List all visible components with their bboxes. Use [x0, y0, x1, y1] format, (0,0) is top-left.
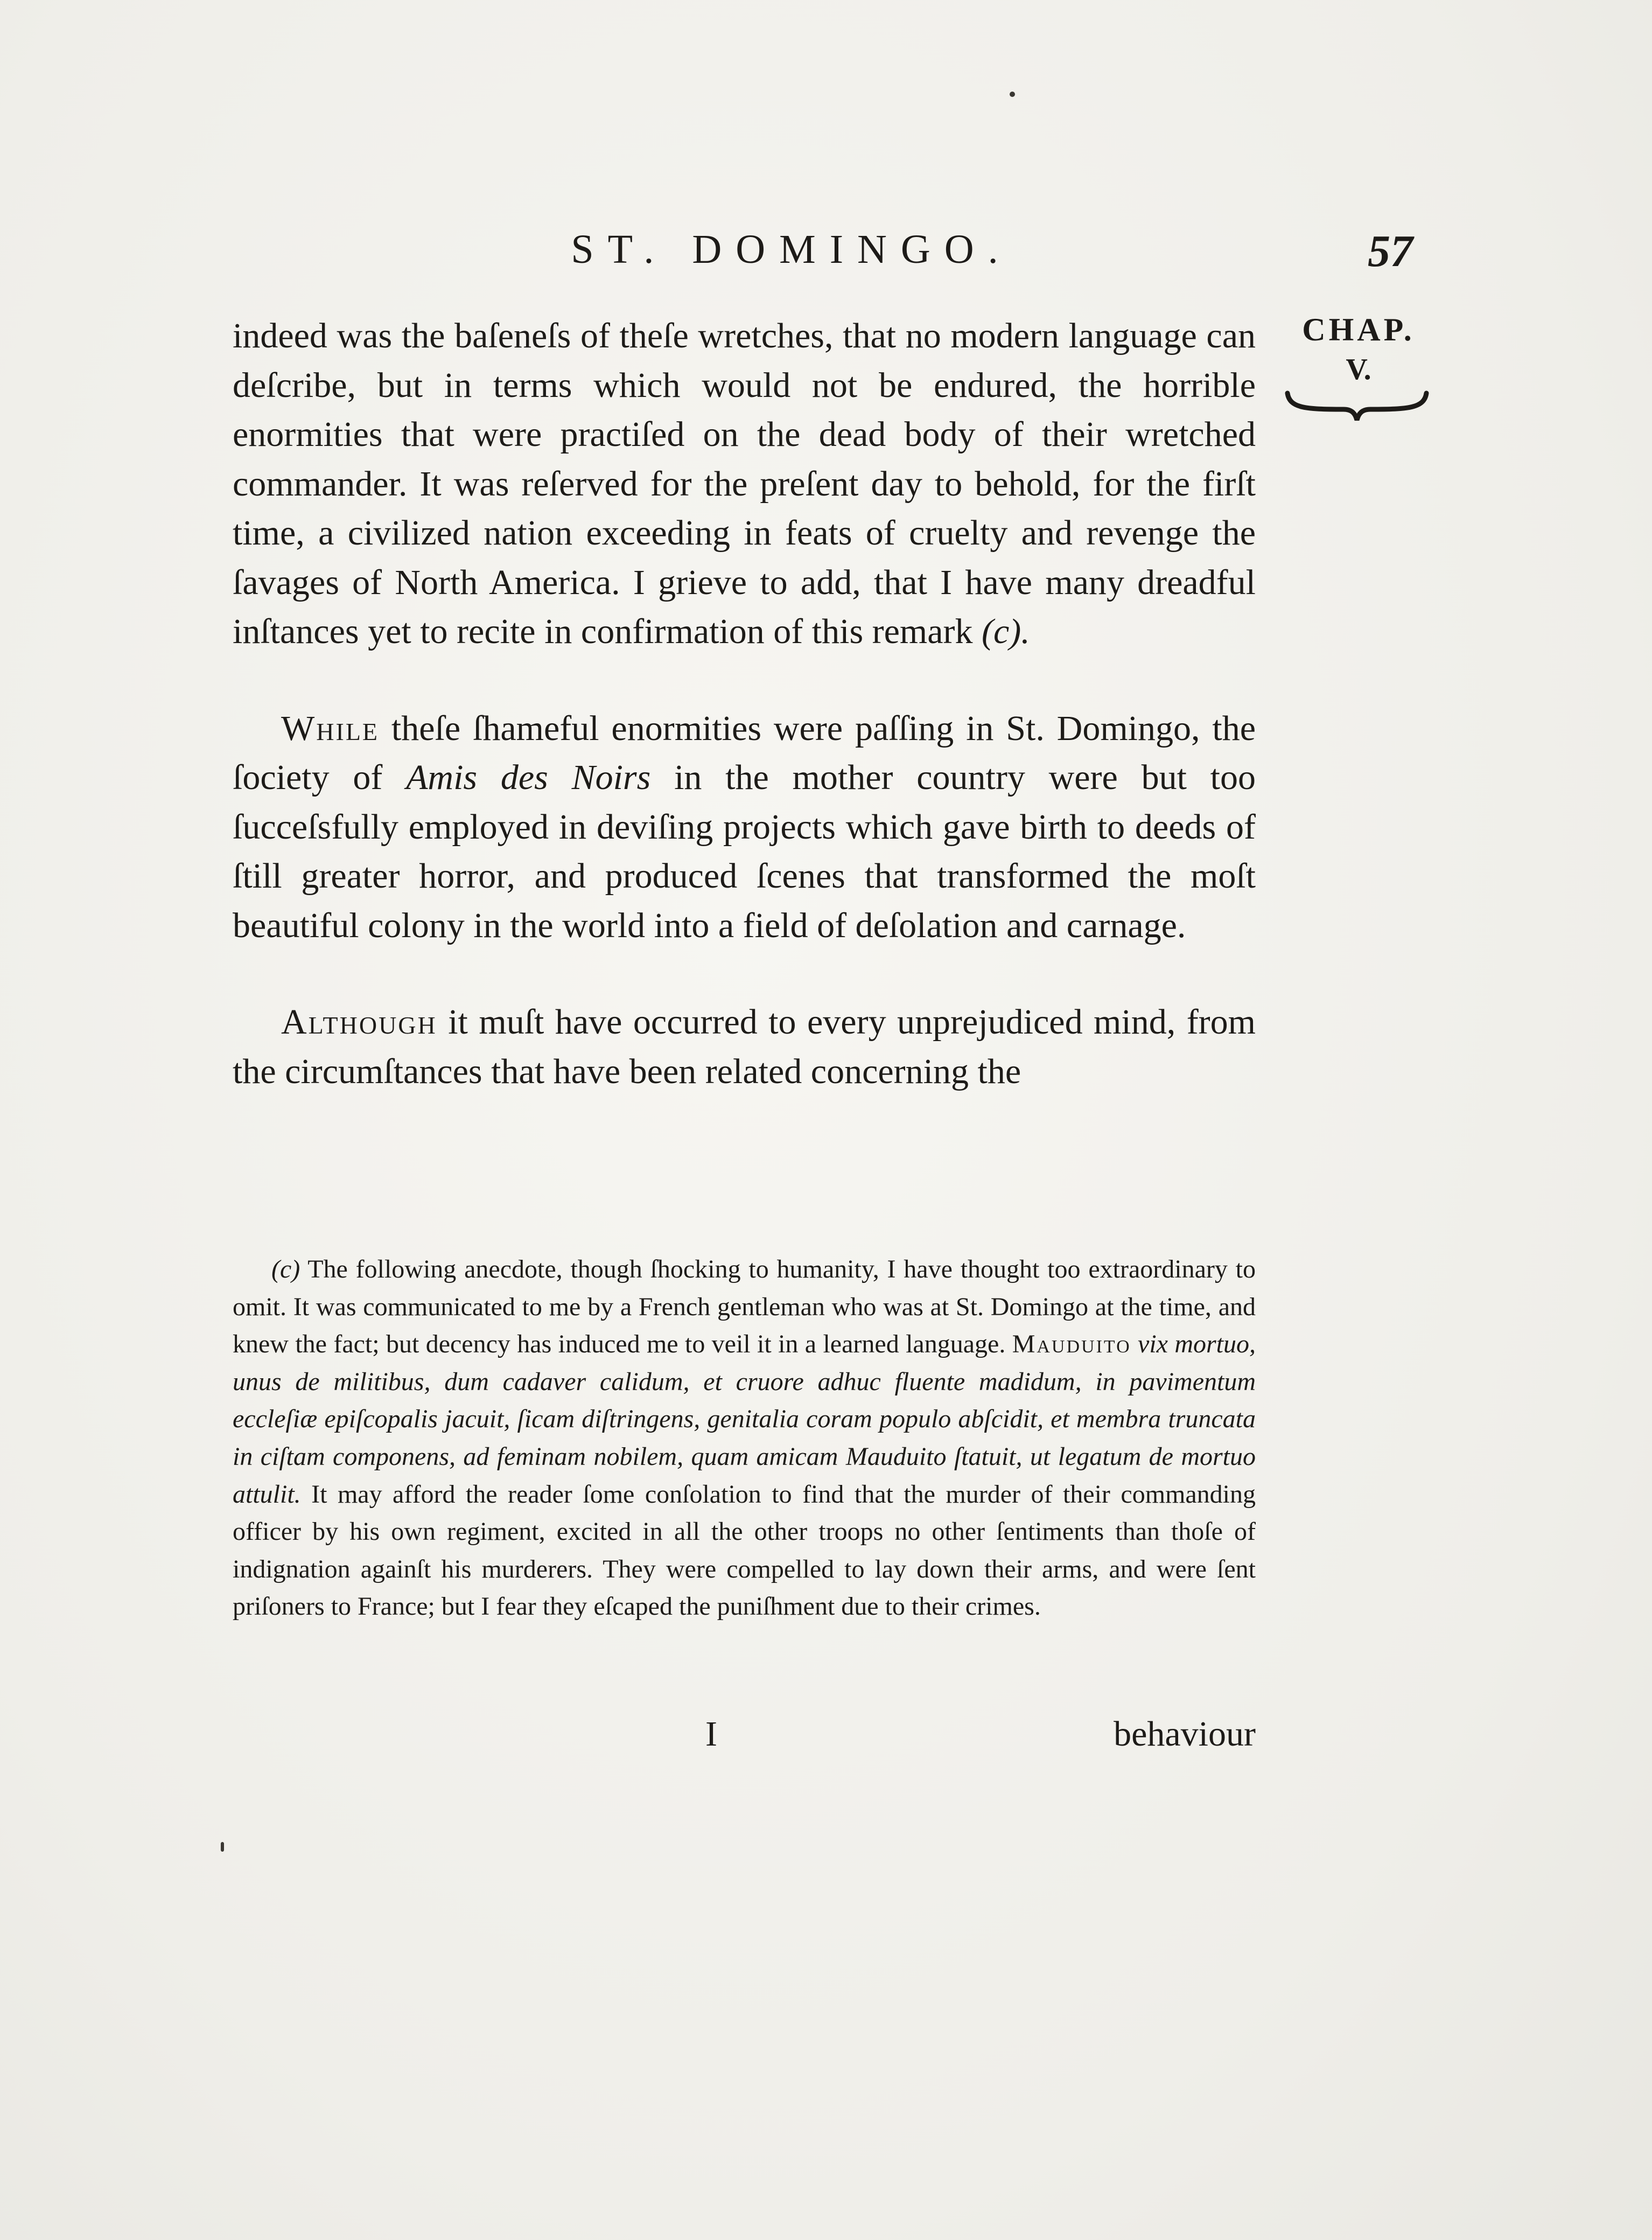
- paragraph-2: [233, 704, 1256, 951]
- signature-mark: I: [705, 1714, 717, 1754]
- catchword: behaviour: [1114, 1714, 1256, 1754]
- footnote-text-2: It may afford the reader ſome conſolation to find that the murder of their commanding officer by his own regiment, excited in all the other troops no other ſentiments than thoſe of indignation againſt his murderers. They were compelled to lay down their arms, and were ſent priſoners to France; but I fear they eſcaped the puniſhment due to their crimes.: [233, 1480, 1256, 1621]
- running-title: ST. DOMINGO.: [571, 227, 1012, 272]
- main-text: [233, 311, 1256, 1096]
- chapter-label: CHAP.: [1302, 312, 1415, 347]
- footnote-latin-text: vix mortuo, unus de militibus, dum cadaver calidum, et cruore adhuc fluente madidum, in pavimentum eccleſiæ epiſcopalis jacuit, ſicam diſtringens, genitalia coram populo abſcidit, et membra truncata in ciſtam componens, ad feminam nobilem, quam amicam Mauduito ſtatuit, ut legatum de mortuo attulit.: [233, 1330, 1256, 1509]
- paragraph-1-text: indeed was the baſeneſs of theſe wretches, that no modern language can deſcribe, but in terms which would not be endured, the horrible enormities that were practiſed on the dead body of their wretched commander. It was reſerved for the preſent day to behold, for the firſt time, a civilized nation exceeding in feats of cruelty and revenge the ſavages of North America. I grieve to add, that I have many dreadful inſtances yet to recite in confirmation of this remark: [233, 316, 1256, 651]
- paragraph-2-lead-word: While: [281, 708, 380, 748]
- page-number: 57: [1368, 226, 1413, 276]
- chapter-number: V.: [1346, 353, 1371, 386]
- footnote-text-1: The following anecdote, though ſhocking to humanity, I have thought too extraordinary to omit. It was communicated to me by a French gentleman who was at St. Domingo at the time, and knew the fact; but decency has induced me to veil it in a learned language.: [233, 1255, 1256, 1359]
- paragraph-3: [233, 997, 1256, 1096]
- ink-speck: [1010, 92, 1015, 97]
- paragraph-3-lead-word: Although: [281, 1002, 437, 1042]
- paragraph-2-text-a: theſe ſhameful enormities were paſſing in St. Domingo, the ſociety of: [233, 708, 1256, 797]
- ink-speck: [221, 1842, 224, 1852]
- paragraph-2-text-b: in the mother country were but too ſucceſsfully employed in deviſing projects which gave birth to deeds of ſtill greater horror, and produced ſcenes that transformed the moſt beautiful colony in the world into a field of deſolation and carnage.: [233, 758, 1256, 945]
- footnote-latin-name: Mauduito: [1012, 1330, 1131, 1359]
- paragraph-1: [233, 311, 1256, 657]
- footnote-marker: (c): [271, 1255, 300, 1283]
- footnote: [233, 1251, 1256, 1625]
- footnote-reference: (c).: [982, 612, 1030, 651]
- paragraph-3-text: it muſt have occurred to every unprejudiced mind, from the circumſtances that have been related concerning the: [233, 1002, 1256, 1091]
- chapter-brace-ornament: [1284, 390, 1430, 422]
- paragraph-2-italic: Amis des Noirs: [406, 758, 651, 797]
